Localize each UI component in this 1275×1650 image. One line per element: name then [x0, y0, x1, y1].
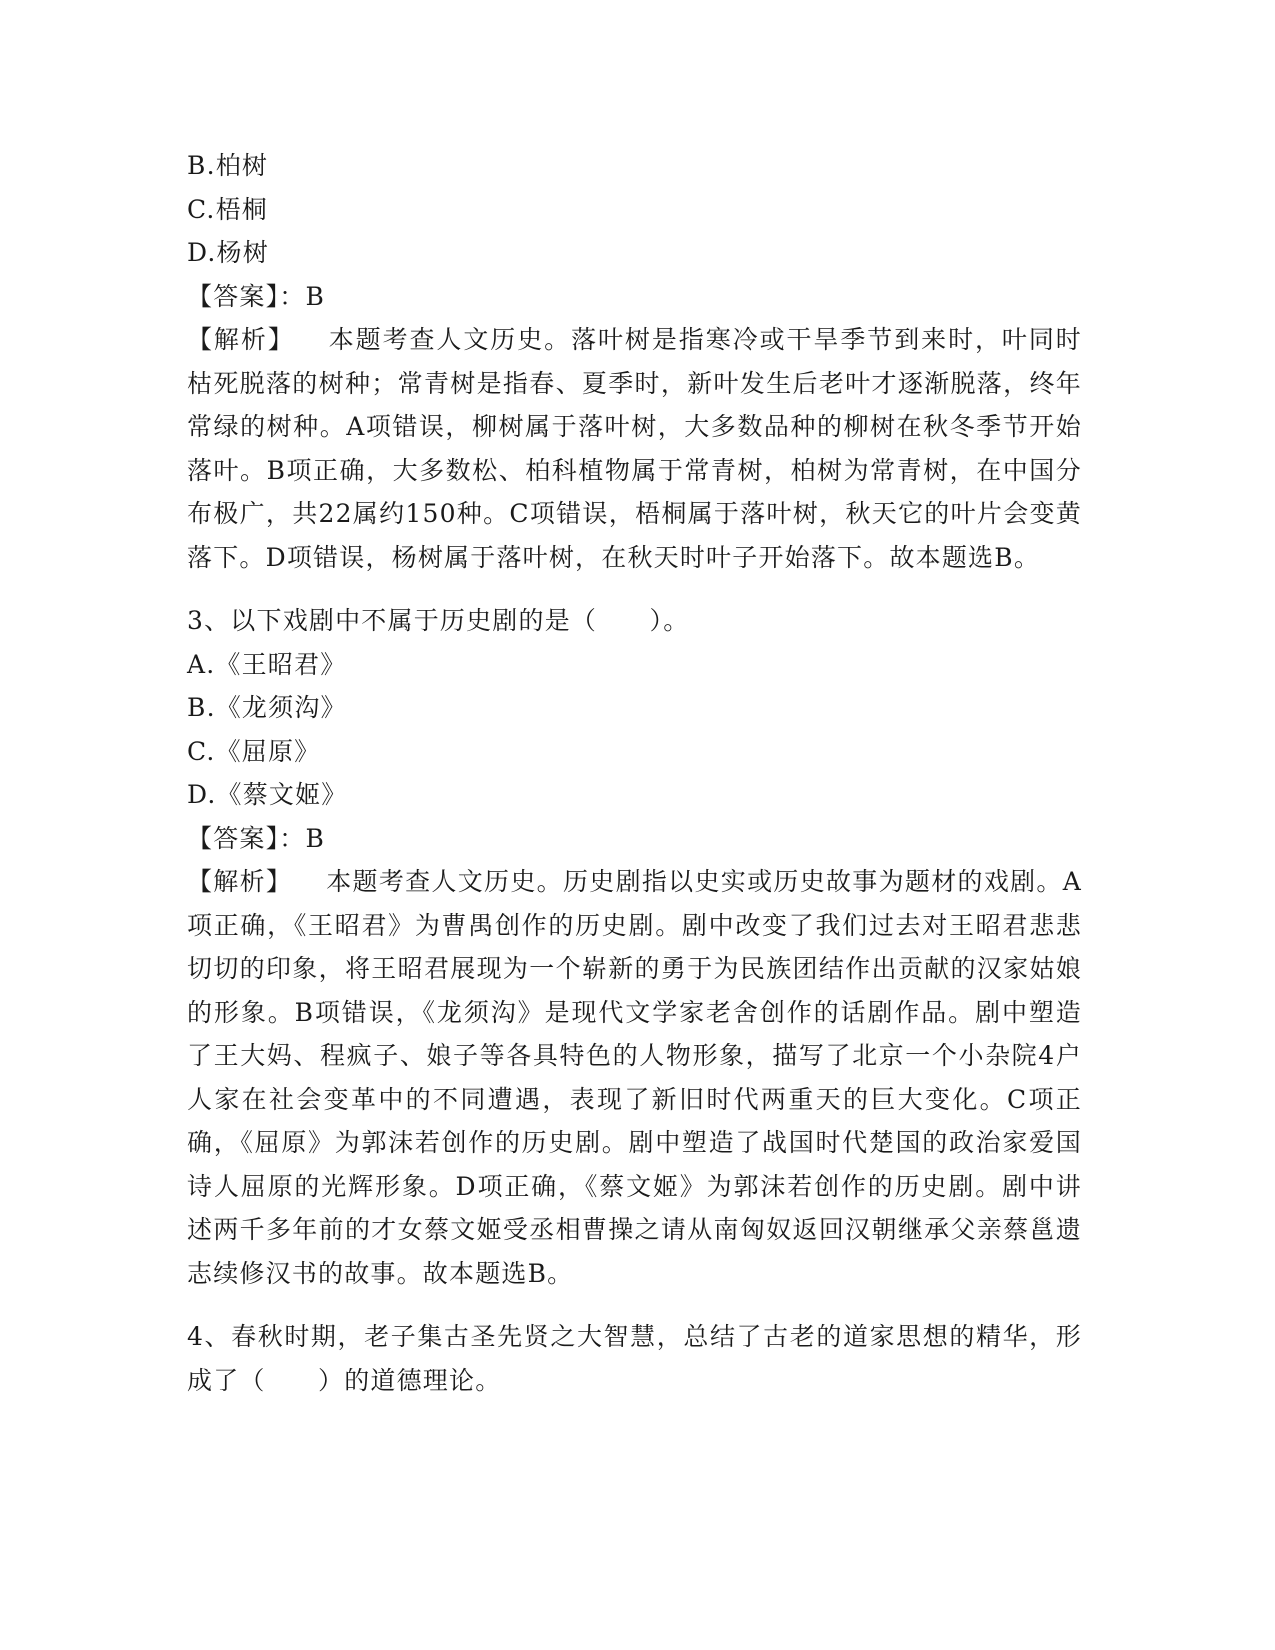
option-d: D.杨树	[187, 238, 269, 267]
option-b: B.《龙须沟》	[187, 693, 347, 722]
question-text: 4、春秋时期，老子集古圣先贤之大智慧，总结了古老的道家思想的精华，形成了（ ）的道德理论。	[187, 1322, 1082, 1395]
analysis-label: 【解析】	[187, 867, 293, 896]
question-3-block	[187, 599, 1082, 1295]
option-d: D.《蔡文姬》	[187, 780, 348, 809]
question-4-block	[187, 1315, 1082, 1402]
analysis-paragraph	[187, 860, 1082, 1295]
option-b: B.柏树	[187, 151, 269, 180]
document-content	[187, 144, 1082, 1402]
analysis-paragraph	[187, 318, 1082, 579]
question-text: 3、以下戏剧中不属于历史剧的是（ ）。	[187, 606, 690, 635]
analysis-text: 本题考查人文历史。历史剧指以史实或历史故事为题材的戏剧。A项正确，《王昭君》为曹禺创作的历史剧。剧中改变了我们过去对王昭君悲悲切切的印象，将王昭君展现为一个崭新的勇于为民族团结作出贡献的汉家姑娘的形象。B项错误，《龙须沟》是现代文学家老舍创作的话剧作品。剧中塑造了王大妈、程疯子、娘子等各具特色的人物形象，描写了北京一个小杂院4户人家在社会变革中的不同遭遇，表现了新旧时代两重天的巨大变化。C项正确，《屈原》为郭沫若创作的历史剧。剧中塑造了战国时代楚国的政治家爱国诗人屈原的光辉形象。D项正确，《蔡文姬》为郭沫若创作的历史剧。剧中讲述两千多年前的才女蔡文姬受丞相曹操之请从南匈奴返回汉朝继承父亲蔡邕遗志续修汉书的故事。故本题选B。	[187, 867, 1082, 1288]
answer-line: 【答案】：B	[187, 823, 326, 853]
analysis-text: 本题考查人文历史。落叶树是指寒冷或干旱季节到来时，叶同时枯死脱落的树种；常青树是指春、夏季时，新叶发生后老叶才逐渐脱落，终年常绿的树种。A项错误，柳树属于落叶树，大多数品种的柳树在秋冬季节开始落叶。B项正确，大多数松、柏科植物属于常青树，柏树为常青树，在中国分布极广，共22属约150种。C项错误，梧桐属于落叶树，秋天它的叶片会变黄落下。D项错误，杨树属于落叶树，在秋天时叶子开始落下。故本题选B。	[187, 325, 1082, 572]
analysis-label: 【解析】	[187, 325, 295, 354]
option-a: A.《王昭君》	[187, 649, 347, 679]
option-c: C.《屈原》	[187, 736, 321, 766]
answer-line: 【答案】：B	[187, 281, 326, 311]
question-2-block	[187, 144, 1082, 579]
option-c: C.梧桐	[187, 194, 268, 224]
